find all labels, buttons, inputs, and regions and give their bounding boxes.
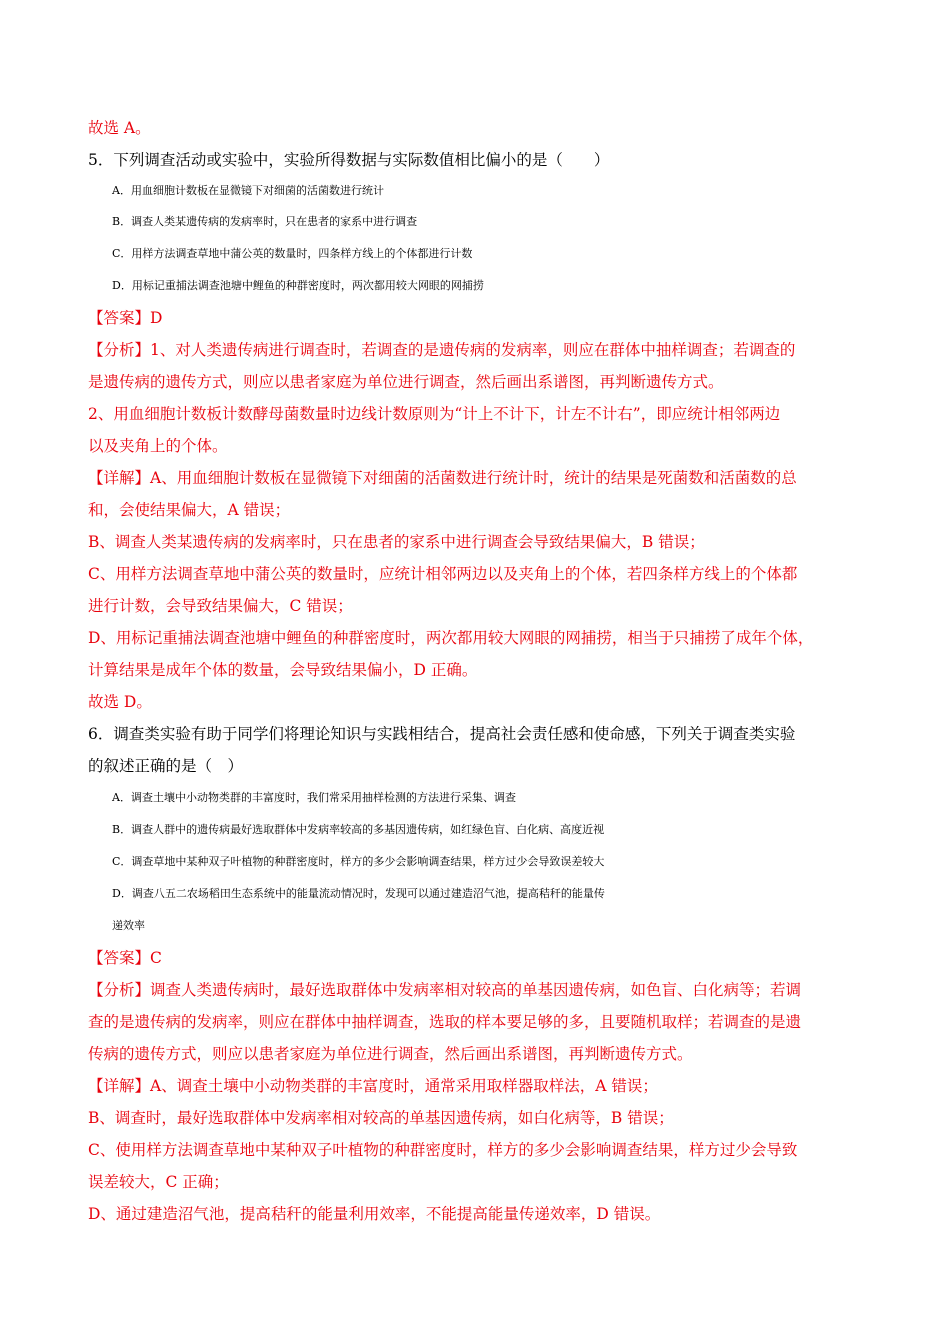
text-line: 【详解】A、调查土壤中小动物类群的丰富度时，通常采用取样器取样法，A 错误； [88, 1077, 658, 1095]
text-line: C、使用样方法调查草地中某种双子叶植物的种群密度时，样方的多少会影响调查结果，样方过少会导致 [88, 1141, 798, 1159]
text-line: 的叙述正确的是（ ） [88, 757, 244, 775]
text-line: B、调查人类某遗传病的发病率时，只在患者的家系中进行调查会导致结果偏大，B 错误； [88, 533, 705, 551]
text-line: D．调查八五二农场稻田生态系统中的能量流动情况时，发现可以通过建造沼气池，提高秸秆的能量传 [112, 887, 605, 900]
text-line: A．调查土壤中小动物类群的丰富度时，我们常采用抽样检测的方法进行采集、调查 [112, 791, 516, 804]
text-line: C．调查草地中某种双子叶植物的种群密度时，样方的多少会影响调查结果，样方过少会导致误差较大 [112, 855, 605, 868]
text-line: 【分析】调查人类遗传病时，最好选取群体中发病率相对较高的单基因遗传病，如色盲、白化病等；若调 [88, 981, 802, 999]
text-line: 6．调查类实验有助于同学们将理论知识与实践相结合，提高社会责任感和使命感，下列关于调查类实验 [88, 725, 796, 743]
text-line: 是遗传病的遗传方式，则应以患者家庭为单位进行调查，然后画出系谱图，再判断遗传方式。 [88, 373, 724, 391]
text-line: 2、用血细胞计数板计数酵母菌数量时边线计数原则为“计上不计下，计左不计右”，即应统计相邻两边 [88, 405, 781, 423]
text-line: B、调查时，最好选取群体中发病率相对较高的单基因遗传病，如白化病等，B 错误； [88, 1109, 674, 1127]
text-line: 【答案】C [88, 949, 162, 967]
text-line: 查的是遗传病的发病率，则应在群体中抽样调查，选取的样本要足够的多，且要随机取样；若调查的是遗 [88, 1013, 802, 1031]
text-line: A．用血细胞计数板在显微镜下对细菌的活菌数进行统计 [112, 184, 384, 197]
text-line: C、用样方法调查草地中蒲公英的数量时，应统计相邻两边以及夹角上的个体，若四条样方线上的个体都 [88, 565, 798, 583]
text-line: 5．下列调查活动或实验中，实验所得数据与实际数值相比偏小的是（ ） [88, 151, 610, 169]
text-line: 【分析】1、对人类遗传病进行调查时，若调查的是遗传病的发病率，则应在群体中抽样调查；若调查的 [88, 341, 796, 359]
text-line: B．调查人类某遗传病的发病率时，只在患者的家系中进行调查 [112, 215, 418, 228]
text-line: D、通过建造沼气池，提高秸秆的能量利用效率，不能提高能量传递效率，D 错误。 [88, 1205, 661, 1223]
text-line: 误差较大，C 正确； [88, 1173, 229, 1191]
text-line: B．调查人群中的遗传病最好选取群体中发病率较高的多基因遗传病，如红绿色盲、白化病、高度近视 [112, 823, 605, 836]
text-line: 以及夹角上的个体。 [88, 437, 228, 455]
text-line: 故选 D。 [88, 693, 152, 711]
text-line: 故选 A。 [88, 119, 151, 137]
text-line: 进行计数，会导致结果偏大，C 错误； [88, 597, 353, 615]
text-line: 【详解】A、用血细胞计数板在显微镜下对细菌的活菌数进行统计时，统计的结果是死菌数和活菌数的总 [88, 469, 797, 487]
text-line: 计算结果是成年个体的数量，会导致结果偏小，D 正确。 [88, 661, 478, 679]
text-line: D．用标记重捕法调查池塘中鲤鱼的种群密度时，两次都用较大网眼的网捕捞 [112, 279, 484, 292]
text-line: 【答案】D [88, 309, 163, 327]
text-line: C．用样方法调查草地中蒲公英的数量时，四条样方线上的个体都进行计数 [112, 247, 473, 260]
text-line: 和，会使结果偏大，A 错误； [88, 501, 291, 519]
text-line: D、用标记重捕法调查池塘中鲤鱼的种群密度时，两次都用较大网眼的网捕捞，相当于只捕捞了成年个体， [88, 629, 814, 647]
text-line: 递效率 [112, 919, 145, 932]
text-line: 传病的遗传方式，则应以患者家庭为单位进行调查，然后画出系谱图，再判断遗传方式。 [88, 1045, 693, 1063]
